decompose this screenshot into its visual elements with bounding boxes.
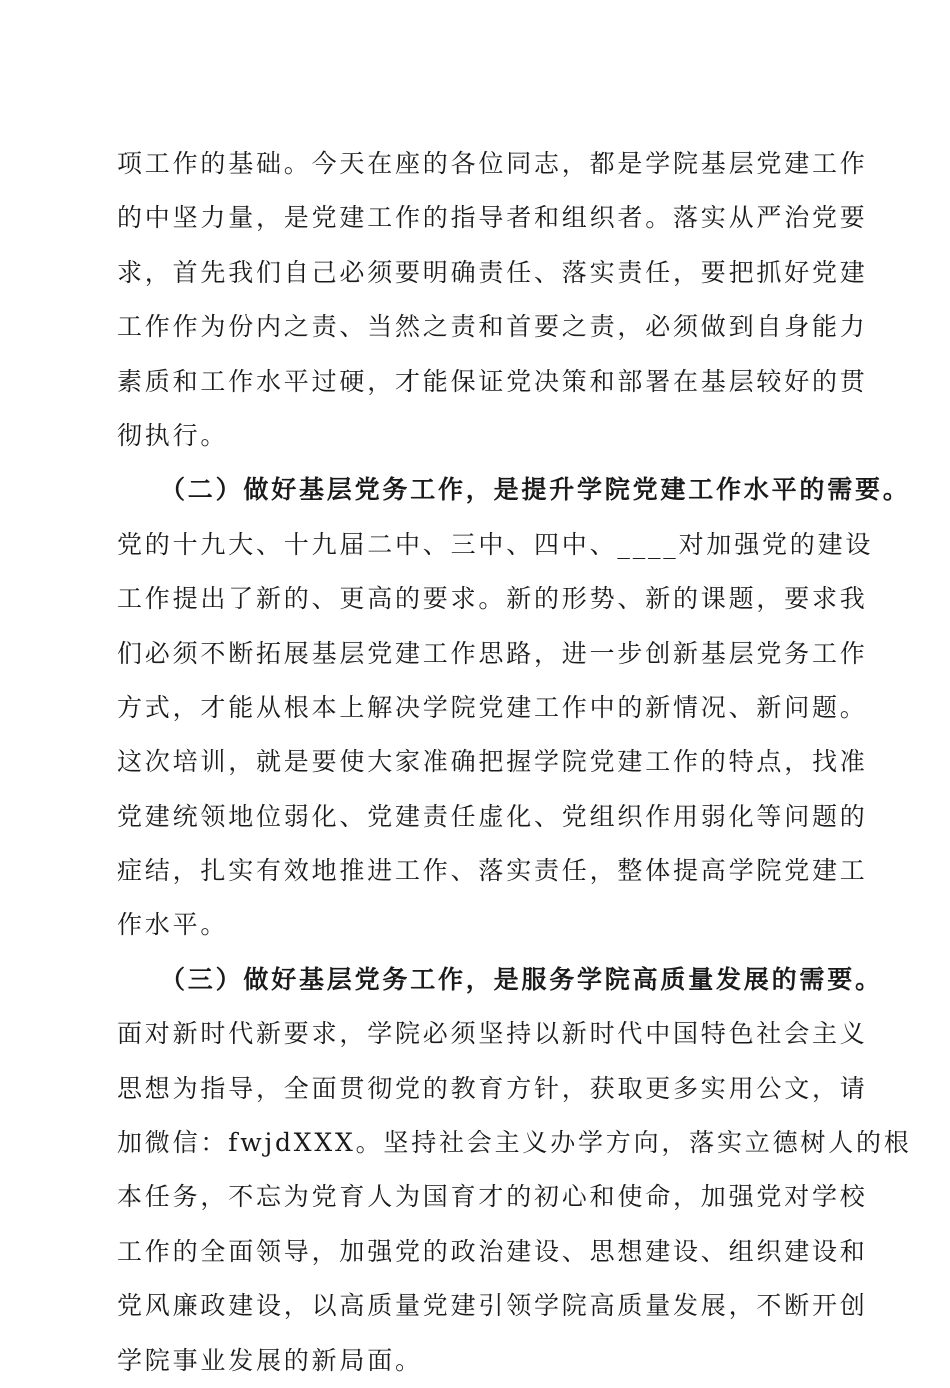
text-line: 工作作为份内之责、当然之责和首要之责，必须做到自身能力 [117, 312, 868, 342]
text-line: 这次培训，就是要使大家准确把握学院党建工作的特点，找准 [117, 747, 868, 777]
text-line: 思想为指导，全面贯彻党的教育方针，获取更多实用公文，请 [117, 1073, 868, 1103]
text-line: 方式，才能从根本上解决学院党建工作中的新情况、新问题。 [117, 692, 868, 722]
text-line: 党建统领地位弱化、党建责任虚化、党组织作用弱化等问题的 [117, 801, 868, 831]
document-body [117, 137, 912, 1388]
text-line: 本任务，不忘为党育人为国育才的初心和使命，加强党对学校 [117, 1182, 868, 1212]
paragraph-1 [117, 137, 868, 463]
text-line: 求，首先我们自己必须要明确责任、落实责任，要把抓好党建 [117, 257, 868, 287]
section-heading: （二）做好基层党务工作，是提升学院党建工作水平的需要。 [160, 475, 911, 505]
text-line: 作水平。 [117, 910, 229, 940]
section-heading: （三）做好基层党务工作，是服务学院高质量发展的需要。 [160, 964, 883, 994]
text-line: 工作提出了新的、更高的要求。新的形势、新的课题，要求我 [117, 584, 868, 614]
text-line: 党风廉政建设，以高质量党建引领学院高质量发展，不断开创 [117, 1291, 868, 1321]
text-line: 的中坚力量，是党建工作的指导者和组织者。落实从严治党要 [117, 203, 868, 233]
text-line: 彻执行。 [117, 420, 229, 450]
paragraph-2 [117, 463, 911, 953]
text-line: 项工作的基础。今天在座的各位同志，都是学院基层党建工作 [117, 149, 868, 178]
text-line: 工作的全面领导，加强党的政治建设、思想建设、组织建设和 [117, 1236, 868, 1266]
text-line: 面对新时代新要求，学院必须坚持以新时代中国特色社会主义 [117, 1019, 868, 1049]
text-line: 党的十九大、十九届二中、三中、四中、____对加强党的建设 [117, 529, 874, 559]
text-line: 们必须不断拓展基层党建工作思路，进一步创新基层党务工作 [117, 638, 868, 668]
text-line: 学院事业发展的新局面。 [117, 1345, 423, 1375]
text-line: 症结，扎实有效地推进工作、落实责任，整体提高学院党建工 [117, 856, 868, 886]
text-line: 素质和工作水平过硬，才能保证党决策和部署在基层较好的贯 [117, 366, 868, 396]
paragraph-3 [117, 953, 912, 1388]
text-line: 加微信：fwjdXXX。坚持社会主义办学方向，落实立德树人的根 [117, 1128, 912, 1158]
